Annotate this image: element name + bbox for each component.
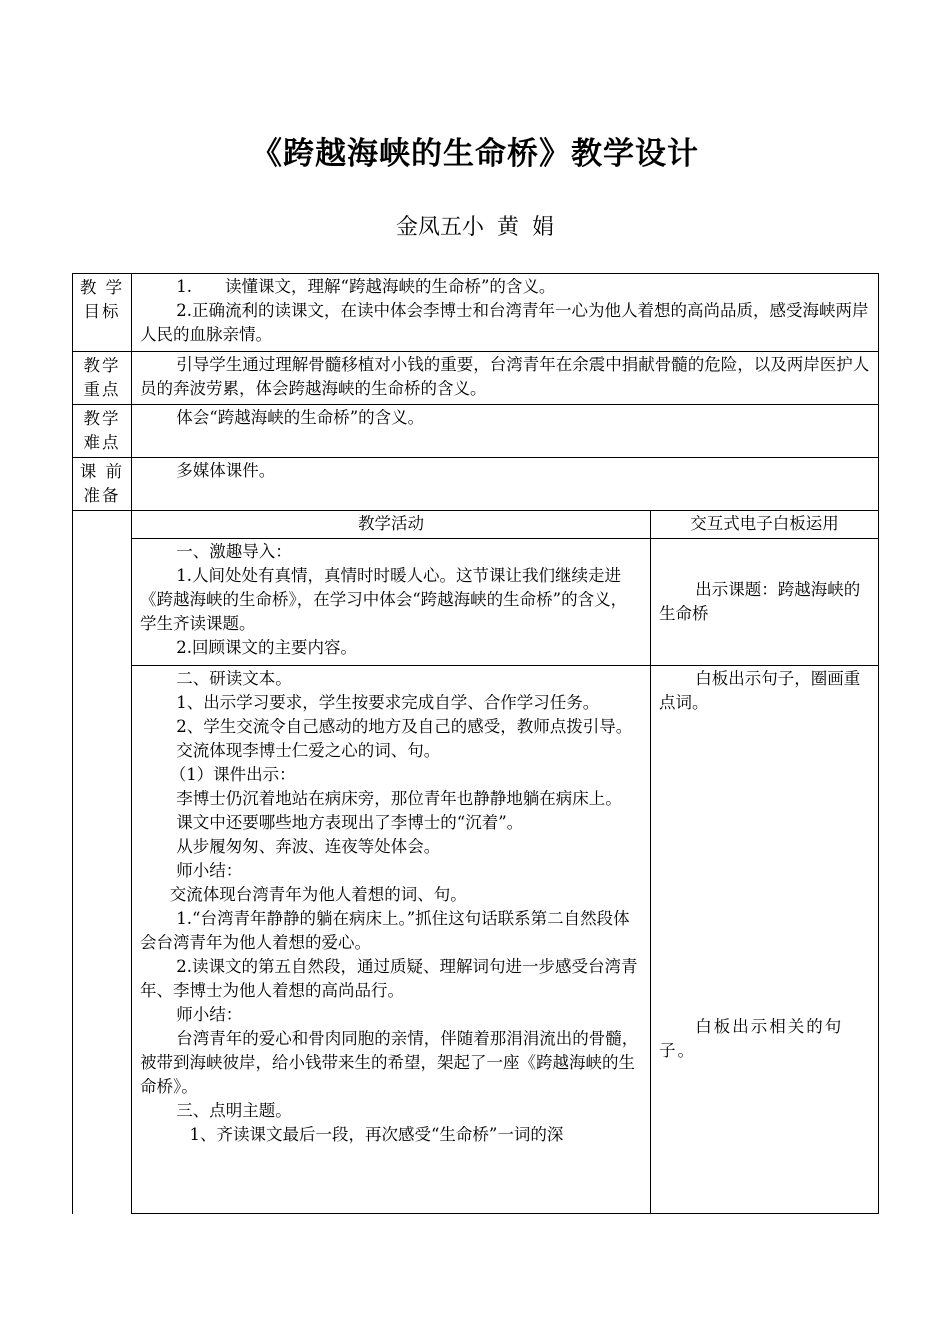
section1-line-3: 2.回顾课文的主要内容。: [176, 638, 358, 657]
section2-activity: [132, 666, 651, 1214]
section2-line-11: 1.“台湾青年静静的躺在病床上。”抓住这句话联系第二自然段体会台湾青年为他人着想的爱心。: [140, 909, 630, 952]
section2-board: [651, 666, 879, 1214]
section2-line-10: 交流体现台湾青年为他人着想的词、句。: [169, 885, 467, 904]
section2-board-text-1: 白板出示句子，圈画重点词。: [659, 669, 861, 712]
section2-line-5: （1）课件出示：: [169, 765, 296, 784]
row-activity-header: [73, 511, 879, 539]
label-key: 教学重点: [73, 352, 132, 405]
section1-board: [651, 539, 879, 666]
section2-line-4: 交流体现李博士仁爱之心的词、句。: [176, 741, 441, 760]
section2-line-9: 师小结：: [176, 861, 243, 880]
section2-line-1: 二、研读文本。: [176, 669, 292, 688]
goal-line-1: 1. 读懂课文，理解“跨越海峡的生命桥”的含义。: [176, 277, 556, 296]
label-goal: 教 学目标: [73, 274, 132, 352]
header-board: 交互式电子白板运用: [651, 511, 879, 539]
section1-board-text: 出示课题：跨越海峡的生命桥: [659, 579, 861, 623]
cell-goal: [132, 274, 879, 352]
section1-activity: [132, 539, 651, 666]
section2-line-3: 2、学生交流令自己感动的地方及自己的感受，教师点拨引导。: [176, 717, 633, 736]
header-activity: 教学活动: [132, 511, 651, 539]
activity-side-blank: [73, 511, 132, 1214]
section2-line-12: 2.读课文的第五自然段，通过质疑、理解词句进一步感受台湾青年、李博士为他人着想的高尚品行。: [140, 957, 638, 1000]
section2-line-7: 课文中还要哪些地方表现出了李博士的“沉着”。: [176, 813, 524, 832]
author-line: 金凤五小 黄 娟: [396, 215, 554, 240]
row-prep: [73, 458, 879, 511]
row-section-2: [73, 666, 879, 1214]
section2-line-13: 师小结：: [176, 1005, 243, 1024]
label-difficult: 教学难点: [73, 405, 132, 458]
section2-board-text-2: 白板出示相关的句子。: [659, 1017, 844, 1060]
section2-line-16: 1、齐读课文最后一段，再次感受“生命桥”一词的深: [189, 1125, 564, 1144]
document-title: 《跨越海峡的生命桥》教学设计: [251, 136, 699, 172]
cell-key: [132, 352, 879, 405]
row-difficult: [73, 405, 879, 458]
cell-prep: [132, 458, 879, 511]
prep-text: 多媒体课件。: [176, 461, 276, 480]
section2-line-14: 台湾青年的爱心和骨肉同胞的亲情，伴随着那涓涓流出的骨髓，被带到海峡彼岸，给小钱带来生的希望，架起了一座《跨越海峡的生命桥》。: [140, 1029, 639, 1096]
label-prep: 课 前准备: [73, 458, 132, 511]
section2-line-2: 1、出示学习要求，学生按要求完成自学、合作学习任务。: [176, 693, 600, 712]
section2-line-6: 李博士仍沉着地站在病床旁，那位青年也静静地躺在病床上。: [176, 789, 622, 808]
goal-line-2: 2.正确流利的读课文，在读中体会李博士和台湾青年一心为他人着想的高尚品质，感受海峡两岸人民的血脉亲情。: [140, 301, 869, 344]
section2-line-8: 从步履匆匆、奔波、连夜等处体会。: [176, 837, 441, 856]
row-key: [73, 352, 879, 405]
difficult-text: 体会“跨越海峡的生命桥”的含义。: [176, 408, 425, 427]
row-goal: [73, 274, 879, 352]
cell-difficult: [132, 405, 879, 458]
lesson-plan-table: [72, 273, 879, 1214]
section2-line-15: 三、点明主题。: [176, 1101, 292, 1120]
row-section-1: [73, 539, 879, 666]
key-text: 引导学生通过理解骨髓移植对小钱的重要，台湾青年在余震中捐献骨髓的危险，以及两岸医护人员的奔波劳累，体会跨越海峡的生命桥的含义。: [140, 355, 870, 398]
section1-line-1: 一、激趣导入：: [176, 542, 292, 561]
section1-line-2: 1.人间处处有真情，真情时时暖人心。这节课让我们继续走进《跨越海峡的生命桥》，在学习中体会“跨越海峡的生命桥”的含义，学生齐读课题。: [140, 566, 628, 633]
